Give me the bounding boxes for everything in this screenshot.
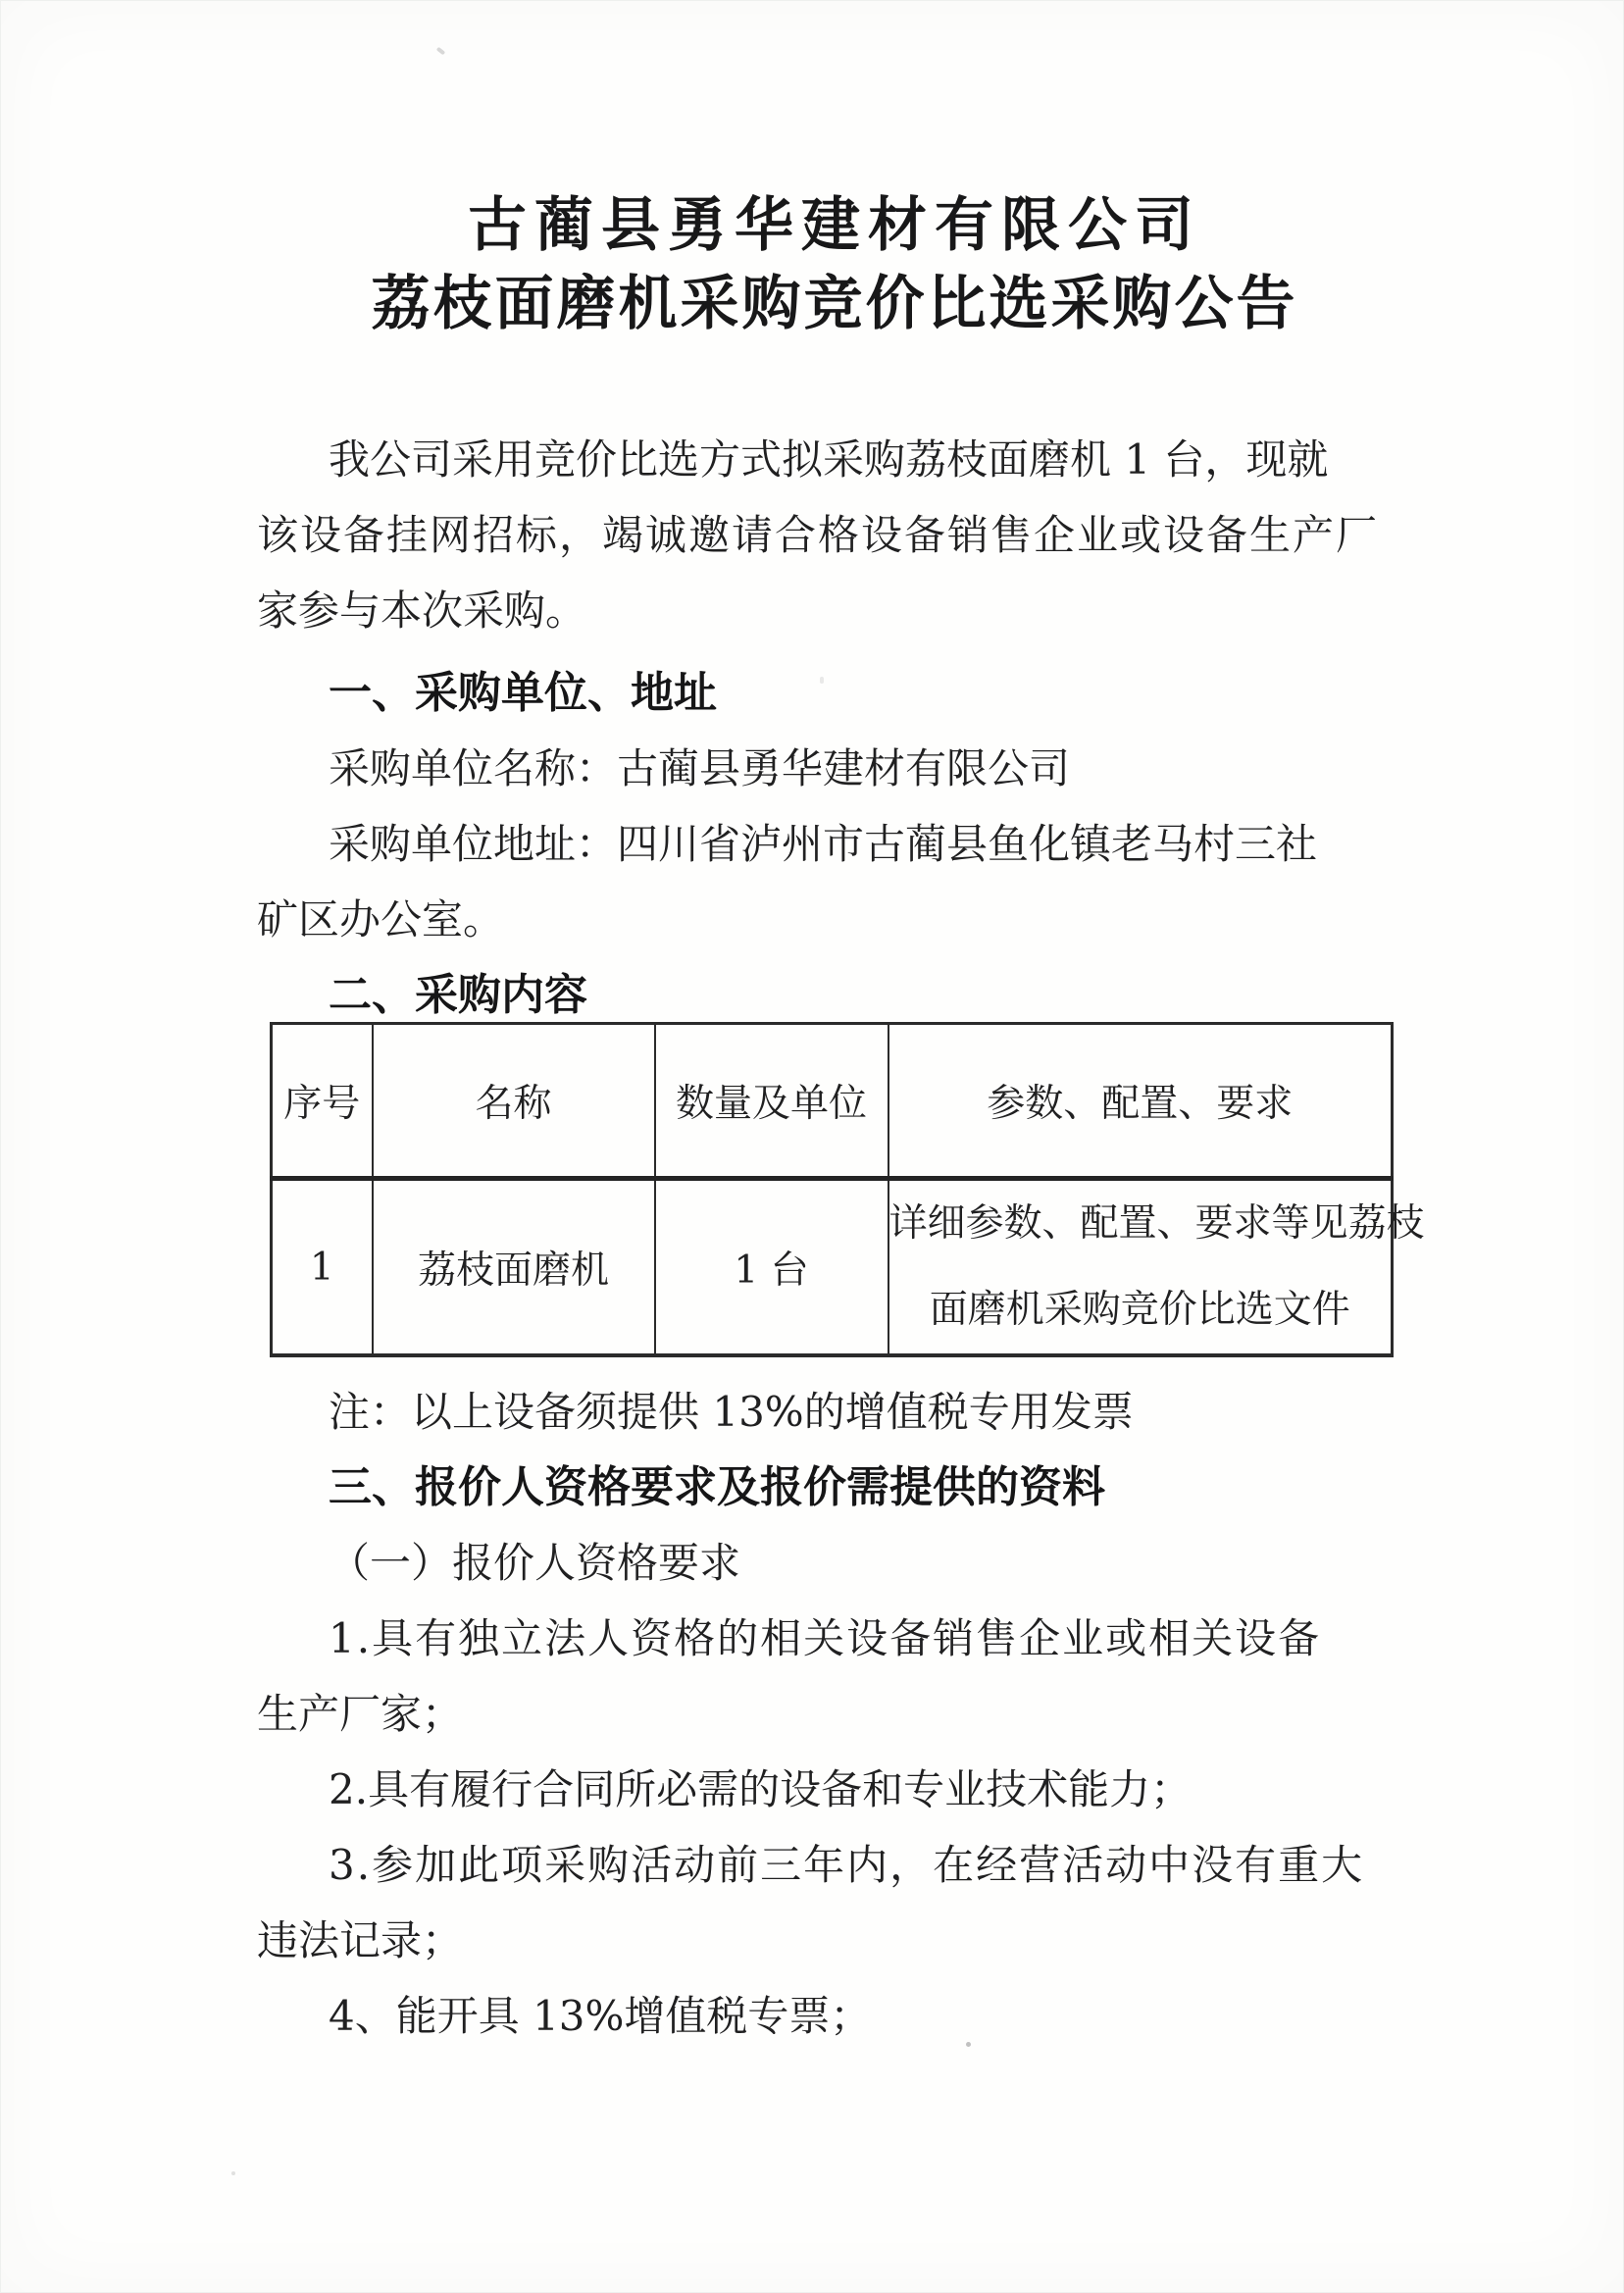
section-one-heading: 一、采购单位、地址 [329,668,717,718]
table-header-params: 参数、配置、要求 [888,1024,1393,1179]
qualification-item-1-line-1: 1.具有独立法人资格的相关设备销售企业或相关设备 [329,1614,1322,1662]
purchase-unit-address-line-1: 采购单位地址：四川省泸州市古蔺县鱼化镇老马村三社 [329,820,1318,868]
doc-title-line-2: 荔枝面磨机采购竞价比选采购公告 [371,270,1298,338]
table-cell-params-line-2: 面磨机采购竞价比选文件 [929,1288,1350,1332]
table-header-row [272,1024,1393,1179]
purchase-unit-address-line-2: 矿区办公室。 [257,895,505,943]
table-cell-seq: 1 [272,1179,373,1356]
intro-line-2: 该设备挂网招标，竭诚邀请合格设备销售企业或设备生产厂 [257,511,1380,559]
qualification-item-4: 4、能开具 13%增值税专票； [329,1992,872,2040]
purchase-content-table [270,1022,1425,1357]
table-cell-qty: 1 台 [655,1179,888,1356]
table-cell-params [888,1179,1425,1356]
table-row [272,1179,1393,1356]
section-three-heading: 三、报价人资格要求及报价需提供的资料 [329,1462,1105,1512]
purchase-unit-name-line: 采购单位名称：古蔺县勇华建材有限公司 [329,744,1071,792]
table-cell-name: 荔枝面磨机 [373,1179,655,1356]
intro-line-1: 我公司采用竞价比选方式拟采购荔枝面磨机 1 台，现就 [329,435,1329,484]
table-note: 注：以上设备须提供 13%的增值税专用发票 [329,1388,1134,1436]
table-cell-params-line-1: 详细参数、配置、要求等见荔枝 [888,1201,1425,1246]
table-header-qty: 数量及单位 [655,1024,888,1179]
qualification-item-1-line-2: 生产厂家； [257,1690,464,1738]
qualification-item-3-line-1: 3.参加此项采购活动前三年内，在经营活动中没有重大 [329,1841,1365,1889]
doc-title-line-1: 古蔺县勇华建材有限公司 [468,191,1201,260]
table-header-seq: 序号 [272,1024,373,1179]
qualification-subheading: （一）报价人资格要求 [329,1539,741,1587]
intro-line-3: 家参与本次采购。 [257,586,587,635]
section-two-heading: 二、采购内容 [329,970,587,1020]
table-header-name: 名称 [373,1024,655,1179]
qualification-item-2: 2.具有履行合同所必需的设备和专业技术能力； [329,1765,1193,1813]
qualification-item-3-line-2: 违法记录； [257,1916,464,1964]
